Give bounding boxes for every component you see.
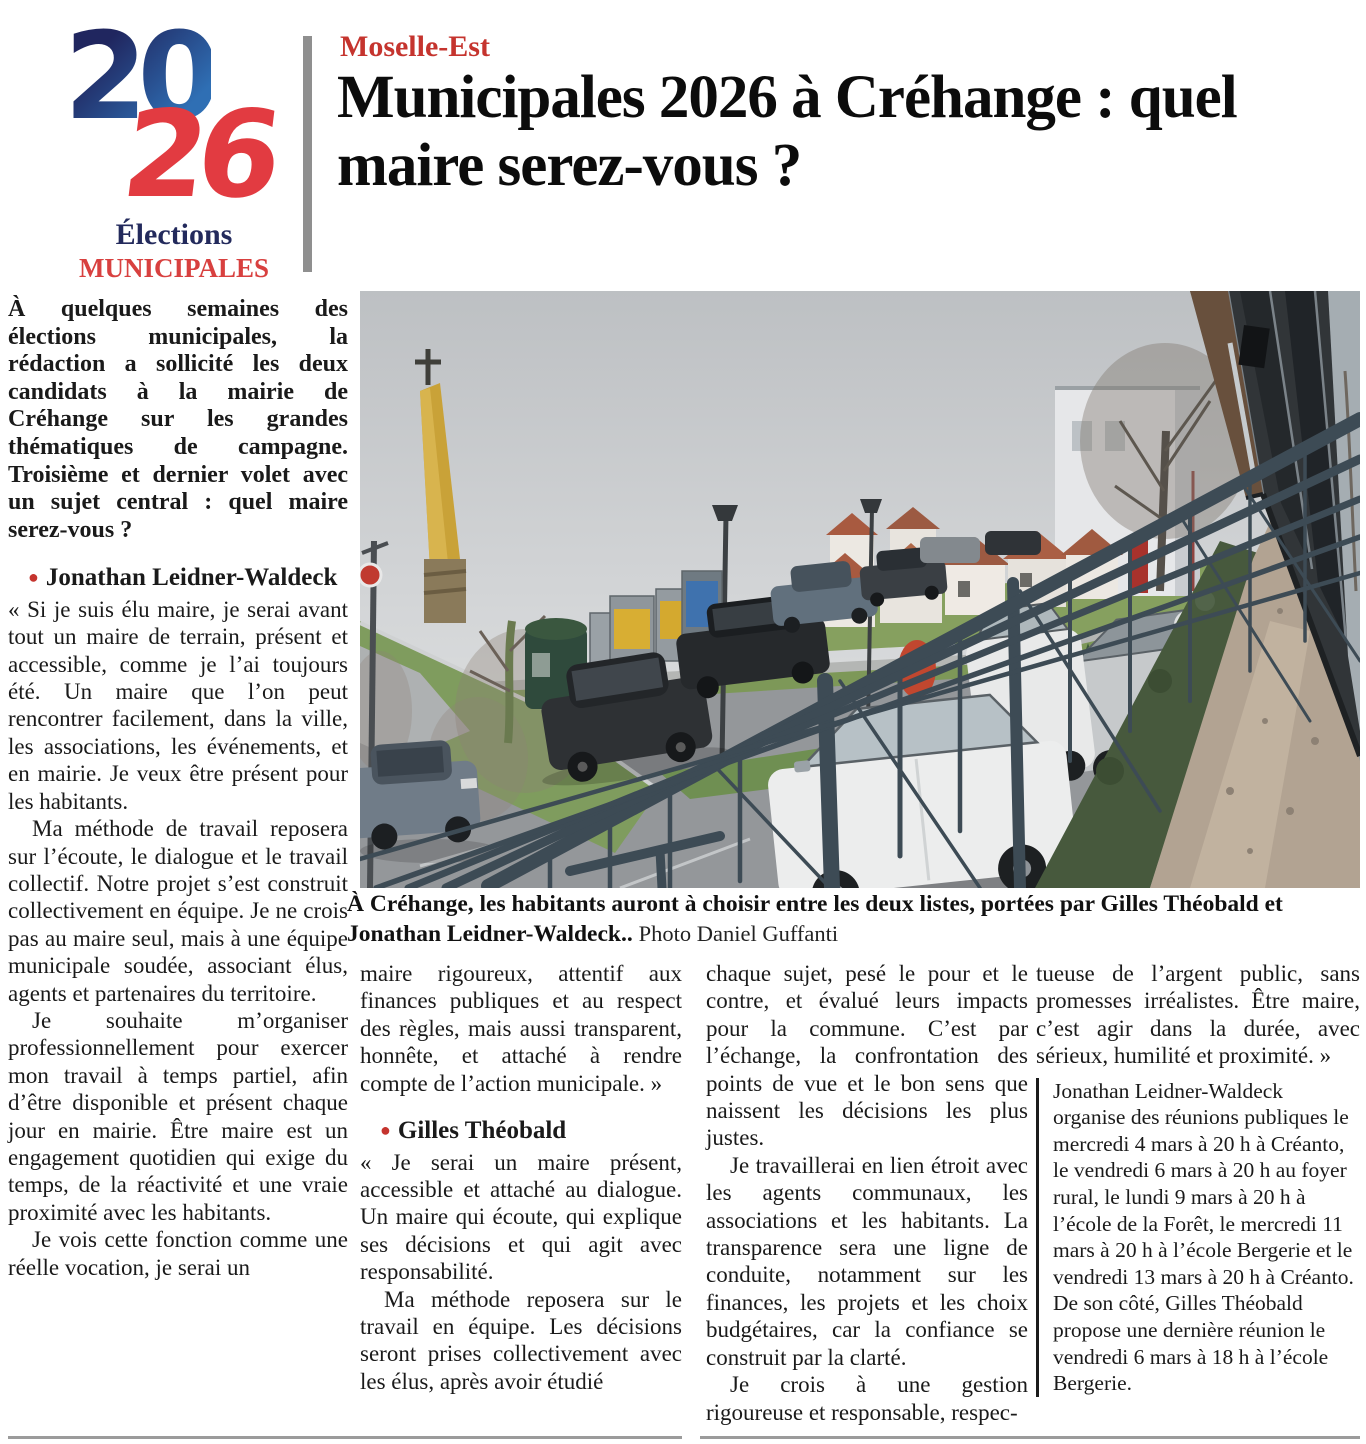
candidate-subhead-theobald	[360, 1117, 682, 1145]
meeting-schedule-note: Jonathan Leidner-Waldeck organise des réunions publiques le mercredi 4 mars à 20 h à Créanto, le vendredi 6 mars à 20 h au foyer rural, le lundi 9 mars à 20 h à l’école de la Forêt, le mercredi 11 mars à 20 h à l’école Bergerie et le vendredi 13 mars à 20 h à Créanto. De son côté, Gilles Théobald propose une dernière réunion le vendredi 6 mars à 18 h à l’école Bergerie.	[1036, 1078, 1360, 1397]
red-bullet-icon: ●	[28, 567, 39, 588]
logo-year-20: 20	[64, 8, 211, 147]
logo-year-26: 26	[115, 86, 280, 225]
body-paragraph: tueuse de l’argent public, sans promesses irréalistes. Être maire, c’est agir dans la durée, avec sérieux, humilité et proximité. »	[1036, 961, 1360, 1069]
article-intro: À quelques semaines des élections municipales, la rédaction a sollicité les deux candidats à la mairie de Créhange sur les grandes thématiques de campagne. Troisième et dernier volet avec un sujet central : quel maire serez-vous ?	[8, 296, 348, 543]
candidate-name: Jonathan Leidner-Waldeck	[45, 564, 338, 592]
body-paragraph: « Si je suis élu maire, je serai avant tout un maire de terrain, présent et accessible, comme je l’ai toujours été. Un maire que l’on peut rencontrer facilement, dans la ville, les associations, les événements, et en mairie. Je veux être présent pour les habitants.	[8, 596, 348, 814]
logo-municipales-label: MUNICIPALES	[78, 253, 269, 283]
red-bullet-icon: ●	[380, 1120, 391, 1141]
candidate-name: Gilles Théobald	[397, 1117, 567, 1145]
body-paragraph: chaque sujet, pesé le pour et le contre, et évalué leurs impacts pour la commune. C’est par l’échange, la confrontation des points de vue et le bon sens que naissent les décisions les plus justes.	[706, 961, 1028, 1151]
photo-illustration	[360, 291, 1360, 888]
body-paragraph: Ma méthode reposera sur le travail en équipe. Les décisions seront prises collectivement avec les élus, après avoir étudié	[360, 1286, 682, 1394]
article-column-1	[8, 296, 348, 1281]
article-photo	[360, 291, 1360, 888]
body-paragraph: Je travaillerai en lien étroit avec les agents communaux, les associations et les habitants. La transparence sera une ligne de conduite, notamment sur les finances, les projets et les choix budgétaires, car la confiance se construit par la clarté.	[706, 1152, 1028, 1370]
body-paragraph: maire rigoureux, attentif aux finances publiques et au respect des règles, mais aussi transparent, honnête, et attaché à rendre compte de l’action municipale. »	[360, 961, 682, 1096]
bottom-rule-right	[700, 1436, 1360, 1439]
logo-elections-label: Élections	[115, 218, 233, 251]
photo-caption	[347, 889, 1360, 949]
body-paragraph: Ma méthode de travail reposera sur l’écoute, le dialogue et le travail collectif. Notre projet s’est construit collectivement en équipe. Je ne crois pas au maire seul, mais à une équipe municipale soudée, associant élus, agents et partenaires du territoire.	[8, 816, 348, 1006]
section-divider-bar	[303, 36, 312, 272]
body-paragraph: Je crois à une gestion rigoureuse et responsable, respec-	[706, 1372, 1028, 1425]
article-column-4	[1036, 960, 1360, 1418]
photo-credit: Photo Daniel Guffanti	[638, 921, 839, 946]
bottom-rule-left	[8, 1436, 682, 1439]
section-kicker: Moselle-Est	[340, 30, 490, 63]
article-headline: Municipales 2026 à Créhange : quel maire serez-vous ?	[337, 64, 1237, 199]
photo-caption-text: À Créhange, les habitants auront à choisir entre les deux listes, portées par Gilles Théobald et Jonathan Leidner-Waldeck..	[347, 891, 1283, 947]
article-column-2	[360, 960, 682, 1395]
body-paragraph: Je souhaite m’organiser professionnellement pour exercer mon travail à temps partiel, afin d’être disponible et présent chaque jour en mairie. Être maire est un engagement quotidien qui exige du temps, de la réactivité et une vraie proximité avec les habitants.	[8, 1007, 348, 1225]
body-paragraph: « Je serai un maire présent, accessible et attaché au dialogue. Un maire qui écoute, qui explique ses décisions et qui agit avec responsabilité.	[360, 1149, 682, 1285]
elections-2026-logo	[58, 8, 290, 286]
article-column-3	[706, 960, 1028, 1426]
body-paragraph: Je vois cette fonction comme une réelle vocation, je serai un	[8, 1227, 348, 1280]
candidate-subhead-leidner-waldeck	[8, 564, 348, 592]
